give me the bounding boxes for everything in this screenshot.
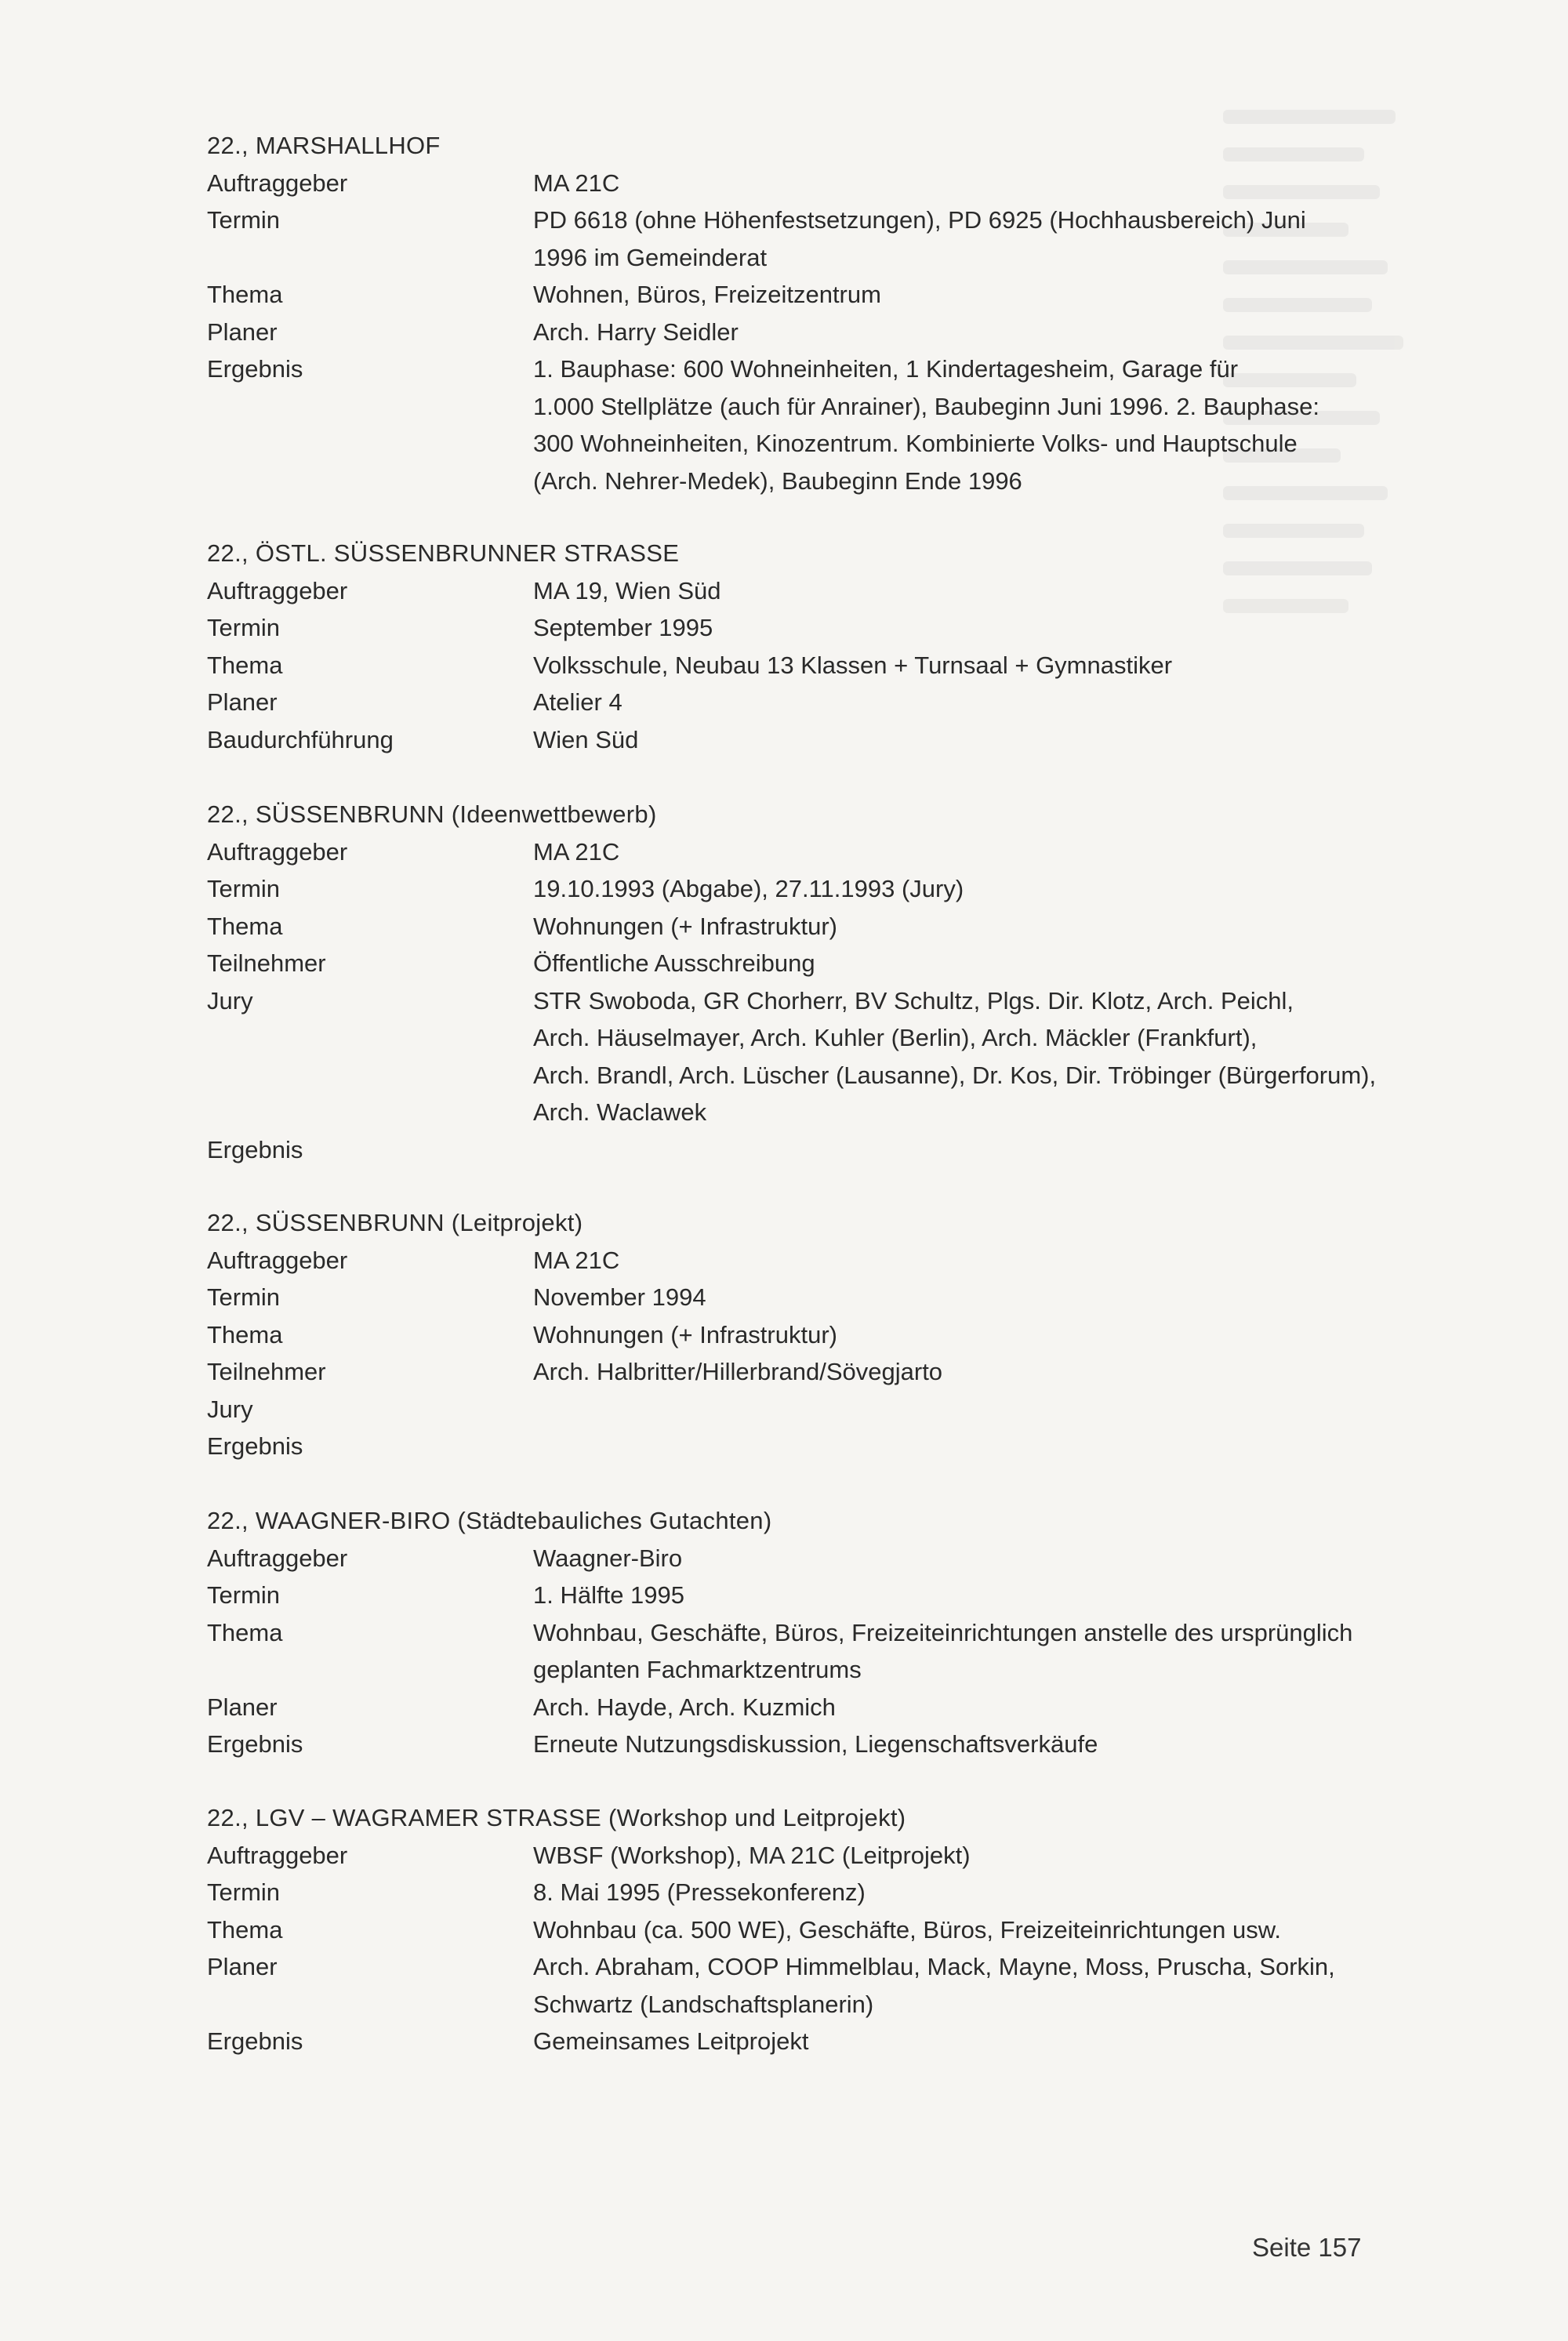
entry-label: Thema bbox=[207, 281, 283, 308]
entry-value: Wohnbau, Geschäfte, Büros, Freizeiteinrichtungen anstelle des ursprünglich geplanten Fachmarktzentrums bbox=[533, 1618, 1353, 1683]
entry-label: Auftraggeber bbox=[207, 169, 348, 197]
entry-value: Waagner-Biro bbox=[533, 1544, 683, 1572]
entry-value: Volksschule, Neubau 13 Klassen + Turnsaal + Gymnastiker bbox=[533, 651, 1173, 679]
entry-value bbox=[533, 1391, 1380, 1428]
entry-row bbox=[207, 276, 1383, 314]
entry-label: Termin bbox=[207, 206, 281, 234]
section-title: 22., WAAGNER-BIRO (Städtebauliches Gutachten) bbox=[207, 1507, 772, 1534]
entry-row bbox=[207, 1577, 1383, 1614]
entry-label: Auftraggeber bbox=[207, 1246, 348, 1274]
section-lgv-wagramer-strasse bbox=[207, 1799, 1383, 2060]
entry-label: Auftraggeber bbox=[207, 1544, 348, 1572]
entry-label: Termin bbox=[207, 875, 281, 902]
entry-value: Öffentliche Ausschreibung bbox=[533, 949, 815, 977]
entry-row bbox=[207, 1131, 1383, 1169]
entry-label: Ergebnis bbox=[207, 1432, 303, 1460]
entry-value: September 1995 bbox=[533, 614, 713, 641]
entry-row bbox=[207, 1614, 1383, 1689]
entry-value: Wohnungen (+ Infrastruktur) bbox=[533, 1320, 837, 1348]
entry-value bbox=[533, 1131, 1380, 1169]
entry-value: Wohnbau (ca. 500 WE), Geschäfte, Büros, Freizeiteinrichtungen usw. bbox=[533, 1915, 1282, 1944]
section-marshallhof bbox=[207, 127, 1383, 499]
entry-label: Planer bbox=[207, 688, 278, 716]
entry-label: Termin bbox=[207, 1283, 281, 1311]
section-oestl-suessenbrunner-strasse bbox=[207, 535, 1383, 758]
entry-value: Arch. Halbritter/Hillerbrand/Sövegjarto bbox=[533, 1358, 943, 1385]
entry-label: Ergebnis bbox=[207, 355, 303, 383]
entry-value: Wohnen, Büros, Freizeitzentrum bbox=[533, 281, 881, 308]
entry-row bbox=[207, 314, 1383, 351]
entry-row bbox=[207, 1948, 1383, 2023]
entry-row bbox=[207, 1242, 1383, 1279]
entry-value: MA 21C bbox=[533, 1246, 620, 1274]
section-title: 22., SÜSSENBRUNN (Leitprojekt) bbox=[207, 1209, 583, 1236]
page-number: Seite 157 bbox=[1252, 2233, 1362, 2262]
entry-value: Arch. Hayde, Arch. Kuzmich bbox=[533, 1693, 836, 1721]
section-title: 22., SÜSSENBRUNN (Ideenwettbewerb) bbox=[207, 800, 657, 828]
entry-row bbox=[207, 2023, 1383, 2060]
entry-row bbox=[207, 165, 1383, 202]
entry-row bbox=[207, 945, 1383, 982]
entry-value: MA 21C bbox=[533, 169, 620, 197]
entry-value: Atelier 4 bbox=[533, 688, 622, 716]
section-title: 22., LGV – WAGRAMER STRASSE (Workshop und Leitprojekt) bbox=[207, 1804, 906, 1831]
entry-value: MA 19, Wien Süd bbox=[533, 576, 721, 604]
entry-value: STR Swoboda, GR Chorherr, BV Schultz, Plgs. Dir. Klotz, Arch. Peichl, Arch. Häuselmayer, Arch. Kuhler (Berlin), Arch. Mäckler (Frankfurt), Arch. Brandl, Arch. Lüscher (Lausanne), Dr. Kos, Dir. Tröbinger (Bürgerforum), Arch. Waclawek bbox=[533, 986, 1377, 1126]
entry-row bbox=[207, 350, 1383, 499]
entry-value: PD 6618 (ohne Höhenfestsetzungen), PD 6925 (Hochhausbereich) Juni 1996 im Gemeinderat bbox=[533, 206, 1306, 271]
entry-value: Wohnungen (+ Infrastruktur) bbox=[533, 912, 837, 940]
entry-row bbox=[207, 833, 1383, 871]
entry-label: Auftraggeber bbox=[207, 837, 348, 866]
entry-label: Planer bbox=[207, 1953, 278, 1980]
section-suessenbrunn-ideenwettbewerb bbox=[207, 796, 1383, 1168]
entry-label: Teilnehmer bbox=[207, 949, 326, 977]
entry-value: Wien Süd bbox=[533, 725, 639, 753]
entry-label: Planer bbox=[207, 318, 278, 346]
entry-label: Planer bbox=[207, 1693, 278, 1721]
entry-value: 19.10.1993 (Abgabe), 27.11.1993 (Jury) bbox=[533, 875, 964, 902]
entry-row bbox=[207, 609, 1383, 647]
section-waagner-biro bbox=[207, 1502, 1383, 1763]
entry-label: Thema bbox=[207, 912, 283, 940]
entry-row bbox=[207, 870, 1383, 908]
entry-label: Auftraggeber bbox=[207, 576, 348, 604]
entry-value: 1. Bauphase: 600 Wohneinheiten, 1 Kindertagesheim, Garage für 1.000 Stellplätze (auch für Anrainer), Baubeginn Juni 1996. 2. Bauphase: 300 Wohneinheiten, Kinozentrum. Kombinierte Volks- und Hauptschule (Arch. Nehrer-Medek), Baubeginn Ende 1996 bbox=[533, 355, 1320, 495]
entry-label: Termin bbox=[207, 1878, 281, 1906]
entry-row bbox=[207, 908, 1383, 945]
entry-label: Thema bbox=[207, 1320, 283, 1348]
entry-row bbox=[207, 1726, 1383, 1763]
entry-label: Baudurchführung bbox=[207, 725, 394, 753]
entry-value: Gemeinsames Leitprojekt bbox=[533, 2027, 809, 2055]
entry-row bbox=[207, 1911, 1383, 1949]
entry-row bbox=[207, 721, 1383, 759]
entry-row bbox=[207, 647, 1383, 684]
entry-label: Ergebnis bbox=[207, 2027, 303, 2055]
entry-row bbox=[207, 1391, 1383, 1428]
entry-label: Auftraggeber bbox=[207, 1841, 348, 1869]
entry-label: Teilnehmer bbox=[207, 1358, 326, 1385]
entry-label: Thema bbox=[207, 1618, 283, 1646]
entry-row bbox=[207, 1837, 1383, 1875]
entry-label: Thema bbox=[207, 651, 283, 679]
entry-row bbox=[207, 1874, 1383, 1911]
entry-value: 8. Mai 1995 (Pressekonferenz) bbox=[533, 1878, 866, 1906]
entry-row bbox=[207, 684, 1383, 721]
entry-row bbox=[207, 572, 1383, 610]
entry-row bbox=[207, 1689, 1383, 1726]
entry-label: Termin bbox=[207, 1581, 281, 1609]
entry-label: Thema bbox=[207, 1915, 283, 1944]
section-title: 22., MARSHALLHOF bbox=[207, 132, 441, 159]
entry-value: November 1994 bbox=[533, 1283, 706, 1311]
entry-value: Arch. Abraham, COOP Himmelblau, Mack, Mayne, Moss, Pruscha, Sorkin, Schwartz (Landschaftsplanerin) bbox=[533, 1953, 1335, 2018]
entry-row bbox=[207, 201, 1383, 276]
entry-value bbox=[533, 1428, 1380, 1465]
entry-label: Termin bbox=[207, 614, 281, 641]
section-suessenbrunn-leitprojekt bbox=[207, 1204, 1383, 1465]
entry-row bbox=[207, 1353, 1383, 1391]
entry-row bbox=[207, 1540, 1383, 1577]
entry-label: Jury bbox=[207, 986, 253, 1014]
entry-value: MA 21C bbox=[533, 837, 620, 866]
entry-row bbox=[207, 982, 1383, 1131]
entry-label: Jury bbox=[207, 1395, 253, 1423]
entry-value: Erneute Nutzungsdiskussion, Liegenschaftsverkäufe bbox=[533, 1730, 1098, 1758]
entry-value: Arch. Harry Seidler bbox=[533, 318, 739, 346]
entry-row bbox=[207, 1279, 1383, 1316]
entry-row bbox=[207, 1316, 1383, 1354]
section-title: 22., ÖSTL. SÜSSENBRUNNER STRASSE bbox=[207, 539, 680, 567]
entry-label: Ergebnis bbox=[207, 1730, 303, 1758]
entry-value: WBSF (Workshop), MA 21C (Leitprojekt) bbox=[533, 1841, 971, 1869]
entry-row bbox=[207, 1428, 1383, 1465]
entry-label: Ergebnis bbox=[207, 1135, 303, 1163]
entry-value: 1. Hälfte 1995 bbox=[533, 1581, 685, 1609]
